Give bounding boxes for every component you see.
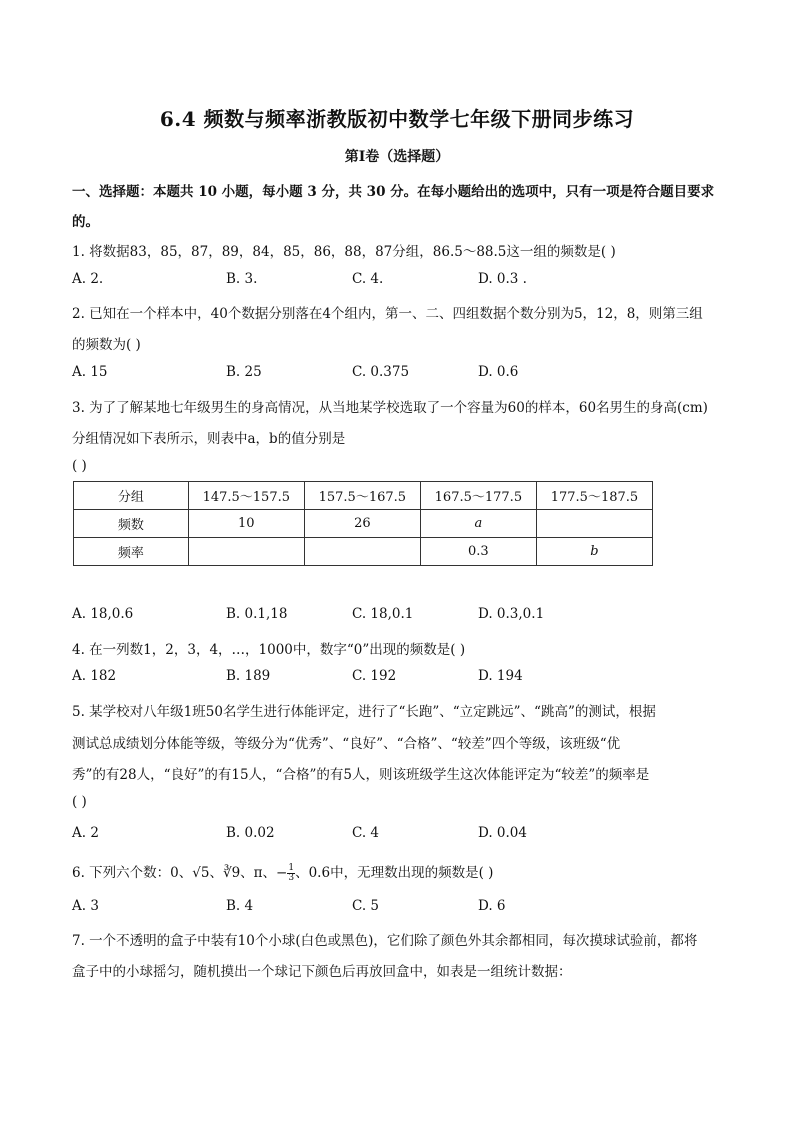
question-5-stem-paren: ( ) bbox=[72, 794, 87, 810]
table-cell: 0.3 bbox=[420, 538, 536, 566]
question-7-stem: 7. 一个不透明的盒子中装有10个小球(白色或黑色)，它们除了颜色外其余都相同，每次摸球试验前，都将 bbox=[72, 933, 698, 949]
option-d: D. 194 bbox=[478, 668, 523, 684]
option-a: A. 15 bbox=[72, 364, 108, 380]
question-4-stem: 4. 在一列数1，2，3，4，…，1000中，数字“0”出现的频数是( ) bbox=[72, 642, 466, 658]
question-2-options bbox=[0, 364, 794, 384]
option-a: A. 2 bbox=[72, 825, 99, 841]
option-d: D. 0.3,0.1 bbox=[478, 606, 545, 622]
option-b: B. 0.1,18 bbox=[226, 606, 288, 622]
section-instructions: 一、选择题：本题共 10 小题，每小题 3 分，共 30 分。在每小题给出的选项中，只有一项是符合题目要求 bbox=[72, 184, 715, 200]
option-a: A. 2. bbox=[72, 271, 104, 287]
option-a: A. 182 bbox=[72, 668, 117, 684]
option-b: B. 3. bbox=[226, 271, 258, 287]
table-row bbox=[74, 510, 653, 538]
table-cell: 频数 bbox=[74, 510, 189, 538]
question-1-options bbox=[0, 271, 794, 291]
question-5-stem-cont: 秀”的有28人，“良好”的有15人，“合格”的有5人，则该班级学生这次体能评定为“较差”的频率是 bbox=[72, 767, 650, 783]
question-3-options bbox=[0, 606, 794, 626]
table-cell bbox=[536, 510, 652, 538]
section-instructions-cont: 的。 bbox=[72, 214, 99, 230]
table-row bbox=[74, 538, 653, 566]
height-group-table bbox=[73, 481, 653, 566]
question-1-stem: 1. 将数据83，85，87，89，84，85，86，88，87分组，86.5～88.5这一组的频数是( ) bbox=[72, 244, 616, 260]
question-5-stem: 5. 某学校对八年级1班50名学生进行体能评定，进行了“长跑”、“立定跳远”、“跳高”的测试，根据 bbox=[72, 704, 656, 720]
question-7-stem-cont: 盒子中的小球摇匀，随机摸出一个球记下颜色后再放回盒中，如表是一组统计数据： bbox=[72, 964, 572, 980]
option-c: C. 4 bbox=[352, 825, 380, 841]
option-d: D. 6 bbox=[478, 898, 506, 914]
option-b: B. 4 bbox=[226, 898, 254, 914]
page-title: 6.4 频数与频率浙教版初中数学七年级下册同步练习 bbox=[159, 107, 635, 131]
table-cell: 分组 bbox=[74, 482, 189, 510]
question-6-stem: 6. 下列六个数：0、√5、∛9、π、− $\frac{1}{3}$ 、0.6中，无理数出现的频数是( ) bbox=[72, 863, 494, 883]
fraction-one-third bbox=[287, 864, 295, 883]
q6-pi: 、π、− bbox=[240, 865, 288, 881]
q6-prefix: 6. 下列六个数：0、 bbox=[72, 865, 193, 881]
option-b: B. 189 bbox=[226, 668, 271, 684]
table-cell: a bbox=[420, 510, 536, 538]
cube-root-nine: ∛9 bbox=[222, 865, 241, 881]
table-cell: 157.5～167.5 bbox=[304, 482, 420, 510]
table-cell: 177.5～187.5 bbox=[536, 482, 652, 510]
table-cell: 26 bbox=[304, 510, 420, 538]
table-cell: 10 bbox=[188, 510, 304, 538]
table-cell: 147.5～157.5 bbox=[188, 482, 304, 510]
option-a: A. 3 bbox=[72, 898, 99, 914]
table-cell: b bbox=[536, 538, 652, 566]
fraction-denominator: 3 bbox=[288, 873, 295, 883]
option-d: D. 0.04 bbox=[478, 825, 527, 841]
sqrt-five: √5 bbox=[192, 865, 210, 881]
option-b: B. 0.02 bbox=[226, 825, 275, 841]
question-2-stem-cont: 的频数为( ) bbox=[72, 337, 141, 353]
question-3-stem-paren: ( ) bbox=[72, 458, 87, 474]
table-row bbox=[74, 482, 653, 510]
option-c: C. 0.375 bbox=[352, 364, 410, 380]
question-6-options bbox=[0, 898, 794, 918]
question-3-stem: 3. 为了了解某地七年级男生的身高情况，从当地某学校选取了一个容量为60的样本，60名男生的身高(cm) bbox=[72, 400, 708, 416]
table-cell: 频率 bbox=[74, 538, 189, 566]
option-a: A. 18,0.6 bbox=[72, 606, 134, 622]
table-cell bbox=[188, 538, 304, 566]
question-2-stem: 2. 已知在一个样本中，40个数据分别落在4个组内，第一、二、四组数据个数分别为5，12，8，则第三组 bbox=[72, 306, 703, 322]
option-c: C. 5 bbox=[352, 898, 380, 914]
table-cell: 167.5～177.5 bbox=[420, 482, 536, 510]
option-c: C. 4. bbox=[352, 271, 384, 287]
option-c: C. 192 bbox=[352, 668, 397, 684]
fraction-numerator: 1 bbox=[288, 863, 295, 873]
option-b: B. 25 bbox=[226, 364, 262, 380]
table-cell bbox=[304, 538, 420, 566]
question-3-stem-cont: 分组情况如下表所示，则表中a，b的值分别是 bbox=[72, 431, 346, 447]
question-5-stem-cont: 测试总成绩划分体能等级，等级分为“优秀”、“良好”、“合格”、“较差”四个等级，该班级“优 bbox=[72, 736, 621, 752]
volume-subtitle: 第I卷（选择题） bbox=[344, 149, 450, 165]
option-d: D. 0.6 bbox=[478, 364, 519, 380]
option-d: D. 0.3 . bbox=[478, 271, 527, 287]
question-5-options bbox=[0, 825, 794, 845]
q6-suffix: 、0.6中，无理数出现的频数是( ) bbox=[295, 865, 494, 881]
question-4-options bbox=[0, 668, 794, 688]
option-c: C. 18,0.1 bbox=[352, 606, 414, 622]
